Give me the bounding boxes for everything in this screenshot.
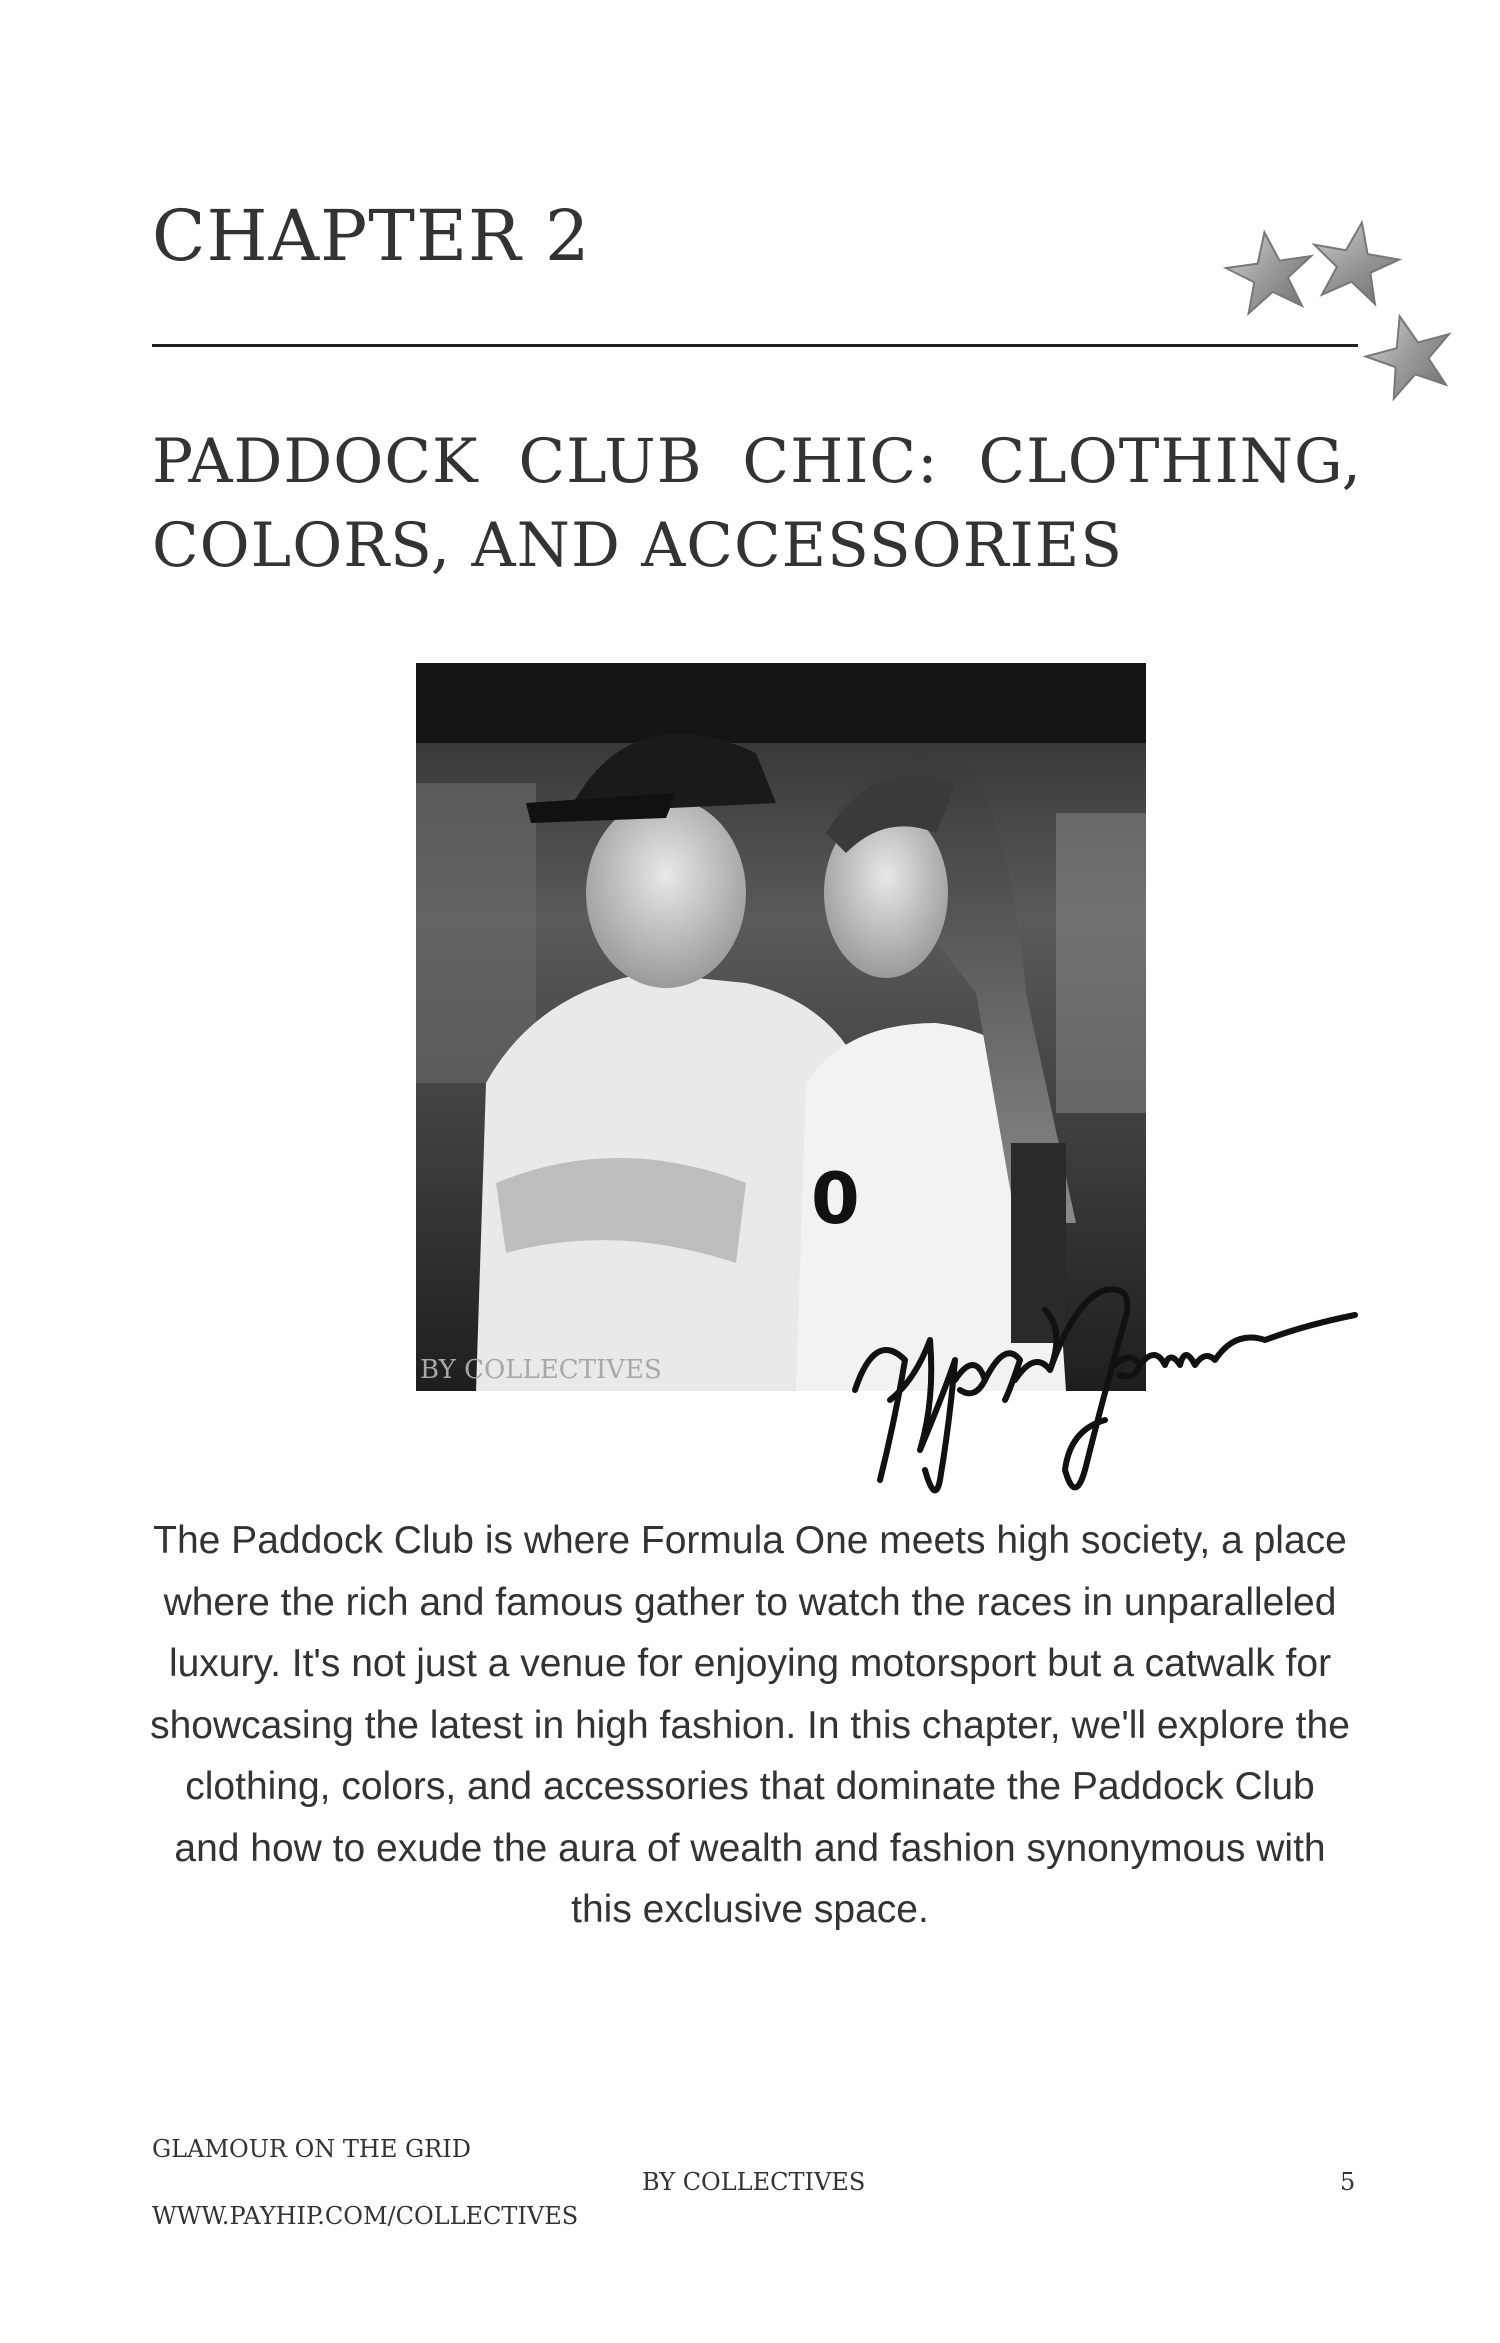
silver-stars-icon	[1215, 210, 1470, 435]
page-number: 5	[1340, 2168, 1356, 2196]
footer-book-title: GLAMOUR ON THE GRID	[152, 2135, 471, 2163]
chapter-intro-paragraph: The Paddock Club is where Formula One meets high society, a place where the rich and famous gather to watch the races in unparalleled luxury. It's not just a venue for enjoying motorsport but a catwalk for showcasing the latest in high fashion. In this chapter, we'll explore the clothing, colors, and accessories that dominate the Paddock Club and how to exude the aura of wealth and fashion synonymous with this exclusive space.	[150, 1519, 1350, 1931]
chapter-label: CHAPTER 2	[152, 195, 591, 277]
chapter-title: PADDOCK CLUB CHIC: CLOTHING, COLORS, AND ACCESSORIES	[152, 426, 1362, 581]
star-shape	[1358, 305, 1461, 403]
footer-url-link[interactable]: WWW.PAYHIP.COM/COLLECTIVES	[152, 2202, 579, 2230]
handwritten-signature	[835, 1270, 1365, 1510]
svg-text:0: 0	[811, 1158, 860, 1240]
star-shape	[1306, 215, 1404, 307]
star-shape	[1222, 226, 1318, 315]
photo-credit-watermark: BY COLLECTIVES	[420, 1355, 662, 1385]
footer-author: BY COLLECTIVES	[642, 2168, 866, 2196]
title-divider	[152, 344, 1358, 347]
